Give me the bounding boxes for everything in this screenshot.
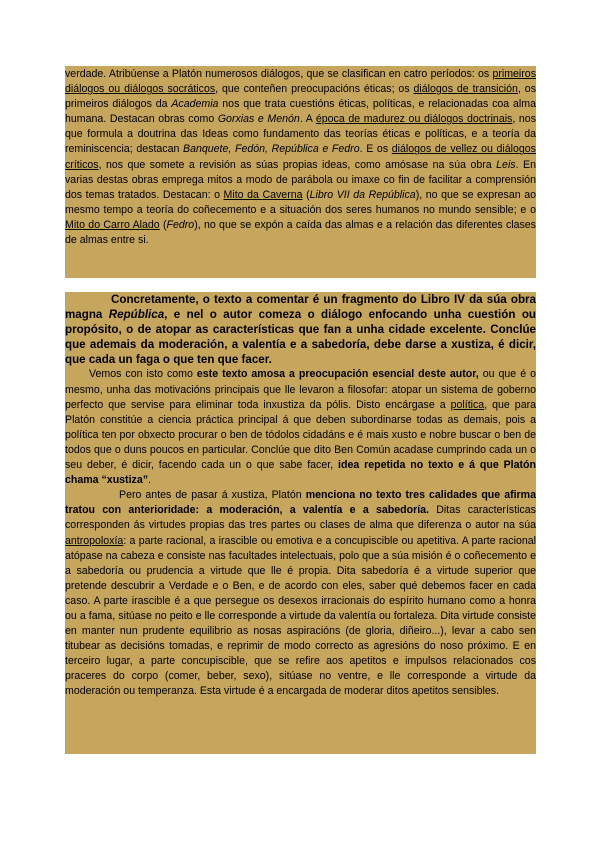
bold-statement: idea repetida no texto e á que Platón chama “xustiza” xyxy=(65,459,536,487)
italic-works: Gorxias e Menón xyxy=(217,113,300,126)
text-run: ( xyxy=(159,218,167,231)
text-run: verdade. Atribúense a Platón numerosos diálogos, que se clasifican en catro períodos: os xyxy=(65,68,493,80)
text-run: , que para Platón constitúe a ciencia práctica principal á que deben subordinarse todas as demais, pois a política ten por obxecto procurar o ben de tódolos cidadáns e é mais xusto e nobre buscar o ben de todos que o duns poucos en particular. Conclúe que dito Ben Común acadase cumprindo cada un o seu deber, é dicir, facendo cada un o que sabe facer, xyxy=(65,398,537,472)
bold-statement: este texto amosa a preocupación esencial deste autor, xyxy=(196,368,479,381)
text-run: . En varias destas obras emprega mitos a modo de parábola ou imaxe co fin de facilitar a comprensión dos temas tratados. Destacan: o xyxy=(65,158,536,201)
text-run: Concretamente, o texto a comentar é un fragmento do Libro IV da súa obra magna xyxy=(65,293,536,322)
bold-statement: menciona no texto tres calidades que afirma tratou con anterioridade: a moderación, a valentía e a sabedoría. xyxy=(65,489,536,517)
italic-leis: Leis xyxy=(496,158,516,171)
text-run: . xyxy=(148,474,151,487)
text-run: , que conteñen preocupacións éticas; os xyxy=(215,83,414,96)
text-run: nos que trata cuestións éticas, políticas, e relacionadas coa alma humana. Destacan obras como xyxy=(65,98,537,126)
paragraph-dialogues xyxy=(65,66,536,278)
italic-book-vii: Libro VII da República xyxy=(309,188,416,201)
text-run: : a parte racional, a irascible ou emotiva e a concupiscible ou apetitiva. A parte racional atópase na cabeza e consiste nas facultades intelectuais, polo que a súa misión é o coñecemento e a sabedoría ou prudencia a virtude que lle é propia. Dita sabedoría é a virtude superior que pretende descubrir a Verdade e o Ben, e de acordo con eles, saber qué debemos facer en cada caso. A parte irascible é a que persegue os desexos irracionais do espírito humano como a honra ou a fama, sitúase no peito e lle corresponde a virtude da valentía ou fortaleza. Dita virtude consiste en manter nun prudente equilibrio as nosas aspiracións (de gloria, diñeiro...), levar a cabo sen titubear as decisións tomadas, e reprimir de modo correcto as agresións do noso próximo. E en terceiro lugar, a parte concupiscible, que se refire aos apetitos e impulsos relacionados cos praceres do corpo (comer, beber, sexo), sitúase no ventre, e lle corresponde a virtude da moderación ou temperanza. Esta virtude é a encargada de moderar ditos apetitos sensibles. xyxy=(65,534,536,698)
paragraph-virtues xyxy=(65,488,536,699)
paragraph-thesis xyxy=(65,292,536,367)
text-run: Vemos con isto como xyxy=(89,368,197,381)
italic-works: Banquete, Fedón, República e Fedro xyxy=(183,143,360,156)
term-antropoloxia: antropoloxía xyxy=(65,534,124,547)
italic-academia: Academia xyxy=(171,98,219,111)
term-early-dialogues: primeiros diálogos ou diálogos socráticos xyxy=(65,68,536,96)
commentary-section xyxy=(65,292,536,754)
italic-fedro: Fedro xyxy=(166,218,195,231)
text-run: , nos que formula a doutrina das Ideas como fundamento das teorías éticas e políticas, e a teoría da reminiscencia; destacan xyxy=(65,113,536,156)
text-run: , os primeiros diálogos da xyxy=(65,83,536,111)
text-run: . A xyxy=(299,113,316,126)
term-late-dialogues: diálogos de vellez ou diálogos críticos xyxy=(65,143,536,171)
text-run: ou que é o mesmo, unha das motivacións principais que lle levaron a filosofar: atopar un sistema de goberno perfecto que servise para eliminar toda inxustiza da pólis. Disto encárgase a xyxy=(65,368,536,411)
paragraph-politics xyxy=(65,367,536,488)
text-run: ), no que se expresan ao mesmo tempo a teoría do coñecemento e a situación dos seres humanos no mundo sensible; e o xyxy=(65,188,536,216)
text-run: . E os xyxy=(359,143,392,156)
term-cave-myth: Mito da Caverna xyxy=(223,188,303,201)
text-run: Pero antes de pasar á xustiza, Platón xyxy=(119,489,306,502)
term-maturity-dialogues: época de madurez ou diálogos doctrinais xyxy=(315,113,513,126)
term-transition-dialogues: diálogos de transición xyxy=(413,83,518,96)
text-run: , e nel o autor comeza o diálogo enfocando unha cuestión ou propósito, o de atopar as características que fan a unha cidade excelente. Conclúe que ademais da moderación, a valentía e a sabedoría, debe darse a xustiza, é dicir, que cada un faga o que ten que facer. xyxy=(65,308,536,367)
text-run: ( xyxy=(302,188,310,201)
italic-republica: República xyxy=(108,308,165,322)
term-chariot-myth: Mito do Carro Alado xyxy=(65,218,160,231)
text-run: ), no que se expón a caída das almas e a relación das diferentes clases de almas entre si. xyxy=(65,218,536,247)
text-run: Ditas características corresponden ás virtudes propias das tres partes ou clases de alma que diferenza o autor na súa xyxy=(65,504,536,532)
text-run: , nos que somete a revisión as súas propias ideas, como amósase na súa obra xyxy=(98,158,497,171)
term-politica: política xyxy=(450,398,485,411)
